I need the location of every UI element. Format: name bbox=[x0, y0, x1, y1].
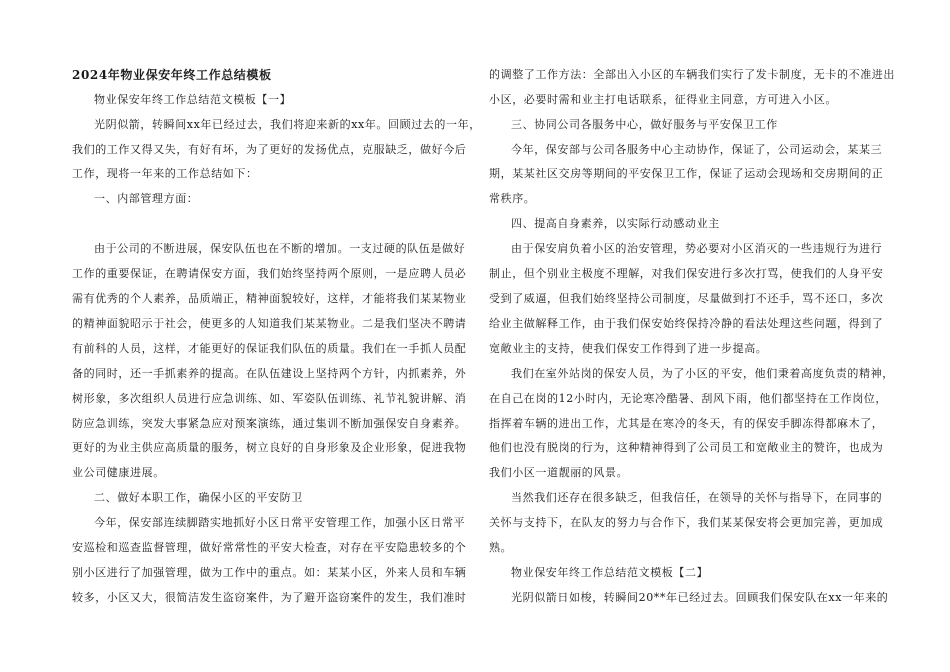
paragraph-line: 由于保安肩负着小区的治安管理，势必要对小区消灭的一些违规行为进行 bbox=[511, 242, 883, 255]
paragraph-line: 受到了威逼，但我们始终坚持公司制度，尽量做到打不还手，骂不还口，多次 bbox=[489, 292, 884, 305]
paragraph-line: 常秩序。 bbox=[489, 192, 536, 205]
paragraph-line: 较多，小区又大，很简洁发生盗窃案件，为了避开盗窃案件的发生，我们准时 bbox=[72, 591, 467, 604]
paragraph-line: 有前科的人员，这样，才能更好的保证我们队伍的质量。我们在一手抓人员配 bbox=[72, 342, 467, 355]
paragraph-line: 今年，保安部连续脚踏实地抓好小区日常平安管理工作，加强小区日常平 bbox=[94, 516, 466, 529]
section-heading: 四、提高自身素养，以实际行动感动业主 bbox=[511, 217, 720, 230]
paragraph-line: 熟。 bbox=[489, 541, 513, 554]
paragraph-line: 我们在室外站岗的保安人员，为了小区的平安，他们秉着高度负责的精神， bbox=[511, 367, 894, 380]
paragraph-line: 宽敞业主的支持，使我们保安工作得到了进一步提高。 bbox=[489, 342, 768, 355]
paragraph-line: 树形象，多次组织人员进行应急训练、如、军姿队伍训练、礼节礼貌讲解、消 bbox=[72, 392, 467, 405]
paragraph-line: 期，某某社区交房等期间的平安保卫工作，保证了运动会现场和交房期间的正 bbox=[489, 167, 884, 180]
paragraph-line: 更好的为业主供应高质量的服务，树立良好的自身形象及企业形象，促进我物 bbox=[72, 441, 467, 454]
paragraph-line: 备的同时，还一手抓素养的提高。在队伍建设上坚持两个方针，内抓素养，外 bbox=[72, 367, 467, 380]
section-heading: 一、内部管理方面： bbox=[94, 192, 199, 205]
paragraph-line: 别小区进行了加强管理，做为工作中的重点。如：某某小区，外来人员和车辆 bbox=[72, 566, 467, 579]
paragraph-line: 的调整了工作方法：全部出入小区的车辆我们实行了发卡制度，无卡的不准进出 bbox=[489, 68, 895, 81]
paragraph-line: 工作的重要保证，在聘请保安方面，我们始终坚持两个原则，一是应聘人员必 bbox=[72, 267, 467, 280]
paragraph-line: 在自己在岗的12小时内，无论寒冷酷暑、刮风下雨，他们都坚持在工作岗位， bbox=[489, 392, 887, 405]
paragraph-line: 关怀与支持下，在队友的努力与合作下，我们某某保安将会更加完善，更加成 bbox=[489, 516, 884, 529]
paragraph-line: 他们也没有脱岗的行为，这种精神得到了公司员工和宽敞业主的赞许，也成为 bbox=[489, 441, 884, 454]
paragraph-line: 光阴似箭，转瞬间xx年已经过去，我们将迎来新的xx年。回顾过去的一年， bbox=[94, 118, 481, 131]
paragraph-line: 防应急训练，突发大事紧急应对预案演练，通过集训不断加强保安自身素养。 bbox=[72, 417, 467, 430]
paragraph-line: 当然我们还存在很多缺乏，但我信任，在领导的关怀与指导下，在同事的 bbox=[511, 491, 883, 504]
paragraph-line: 制止，但个别业主极度不理解，对我们保安进行多次打骂，使我们的人身平安 bbox=[489, 267, 884, 280]
paragraph-line: 指挥着车辆的进出工作，尤其是在寒冷的冬天，有的保安手脚冻得都麻木了， bbox=[489, 417, 884, 430]
paragraph-line: 今年，保安部与公司各服务中心主动协作，保证了，公司运动会，某某三 bbox=[511, 143, 883, 156]
paragraph-line: 业公司健康进展。 bbox=[72, 466, 165, 479]
paragraph-line: 光阴似箭日如梭，转瞬间20**年已经过去。回顾我们保安队在xx一年来的 bbox=[511, 591, 889, 604]
paragraph-line: 安巡检和巡查监督管理，做好常常性的平安大检查，对存在平安隐患较多的个 bbox=[72, 541, 467, 554]
paragraph-line: 由于公司的不断进展，保安队伍也在不断的增加。一支过硬的队伍是做好 bbox=[94, 242, 466, 255]
paragraph-line: 的精神面貌昭示于社会，使更多的人知道我们某某物业。二是我们坚决不聘请 bbox=[72, 317, 467, 330]
paragraph-line: 我们小区一道靓丽的风景。 bbox=[489, 466, 629, 479]
section-heading: 物业保安年终工作总结范文模板【一】 bbox=[94, 93, 292, 106]
paragraph-line: 给业主做解释工作，由于我们保安始终保持冷静的看法处理这些问题，得到了 bbox=[489, 317, 884, 330]
paragraph-line: 需有优秀的个人素养，品质端正，精神面貌较好，这样，才能将我们某某物业 bbox=[72, 292, 467, 305]
section-heading: 二、做好本职工作，确保小区的平安防卫 bbox=[94, 491, 303, 504]
paragraph-line: 工作，现将一年来的工作总结如下： bbox=[72, 167, 258, 180]
section-heading: 物业保安年终工作总结范文模板【二】 bbox=[511, 566, 709, 579]
paragraph-line: 小区，必要时需和业主打电话联系，征得业主同意，方可进入小区。 bbox=[489, 93, 837, 106]
paragraph-line: 我们的工作又得又失，有好有坏，为了更好的发扬优点，克服缺乏，做好今后 bbox=[72, 143, 467, 156]
section-heading: 三、协同公司各服务中心，做好服务与平安保卫工作 bbox=[511, 118, 778, 131]
document-title: 2024年物业保安年终工作总结模板 bbox=[72, 68, 272, 82]
